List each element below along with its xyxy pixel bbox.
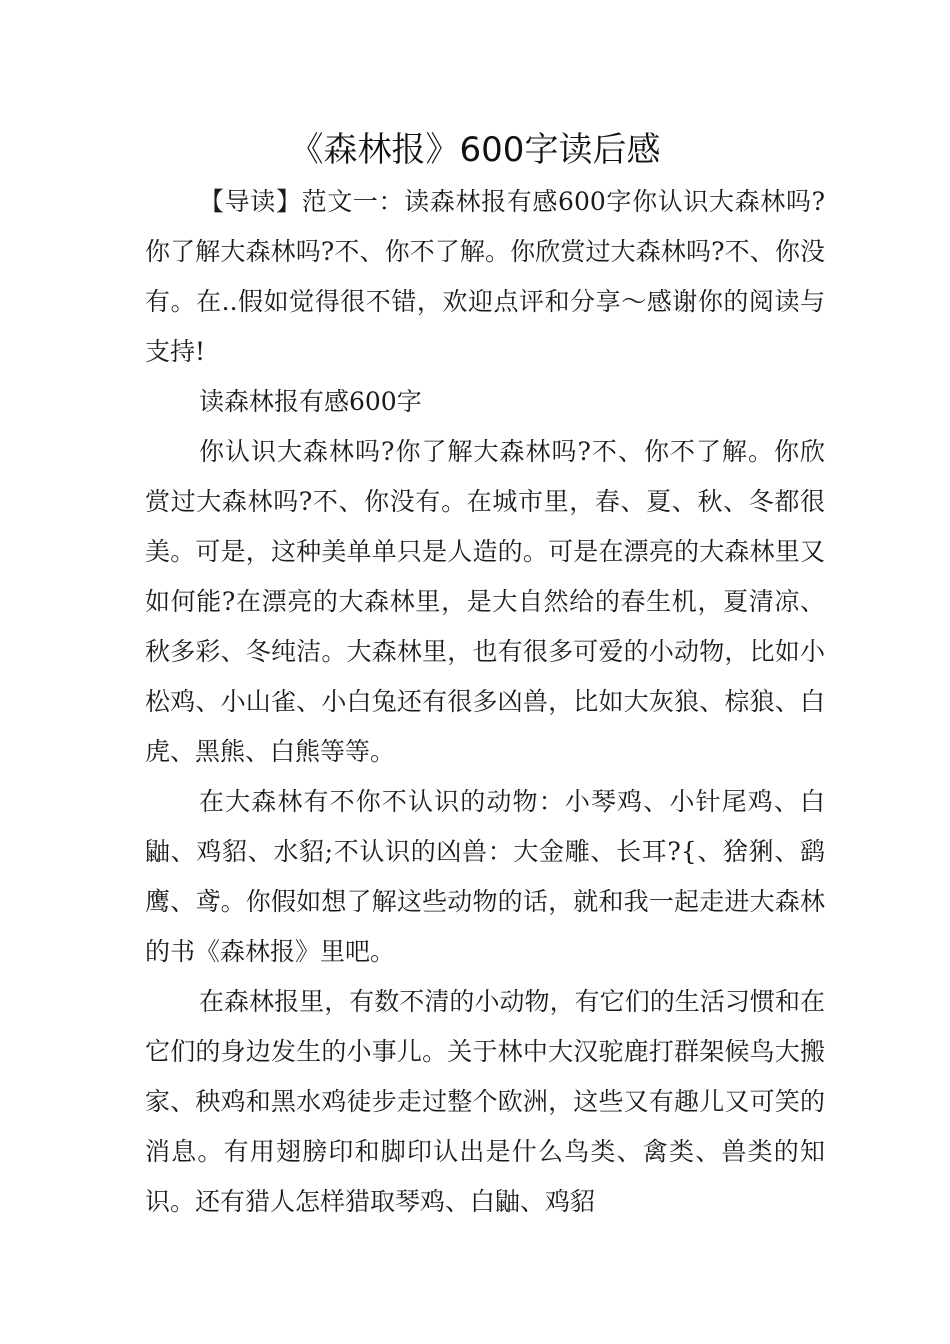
body-paragraph-3: 在森林报里，有数不清的小动物，有它们的生活习惯和在它们的身边发生的小事儿。关于林中大汉驼鹿打群架候鸟大搬家、秧鸡和黑水鸡徒步走过整个欧洲，这些又有趣儿又可笑的消息。有用翅膀印和脚印认出是什么鸟类、禽类、兽类的知识。还有猎人怎样猎取琴鸡、白鼬、鸡貂 xyxy=(145,987,825,1216)
intro-paragraph: 【导读】范文一：读森林报有感600字你认识大森林吗?你了解大森林吗?不、你不了解。你欣赏过大森林吗?不、你没有。在..假如觉得很不错，欢迎点评和分享～感谢你的阅读与支持! xyxy=(145,187,825,366)
body-paragraph-1: 你认识大森林吗?你了解大森林吗?不、你不了解。你欣赏过大森林吗?不、你没有。在城市里，春、夏、秋、冬都很美。可是，这种美单单只是人造的。可是在漂亮的大森林里又如何能?在漂亮的大森林里，是大自然给的春生机，夏清凉、秋多彩、冬纯洁。大森林里，也有很多可爱的小动物，比如小松鸡、小山雀、小白兔还有很多凶兽，比如大灰狼、棕狼、白虎、黑熊、白熊等等。 xyxy=(145,437,825,766)
essay-subtitle: 读森林报有感600字 xyxy=(199,387,422,416)
body-paragraph-2: 在大森林有不你不认识的动物：小琴鸡、小针尾鸡、白鼬、鸡貂、水貂;不认识的凶兽：大金雕、长耳?{、猞猁、鹞鹰、鸢。你假如想了解这些动物的话，就和我一起走进大森林的书《森林报》里吧。 xyxy=(145,787,825,966)
page-title: 《森林报》600字读后感 xyxy=(289,130,661,170)
document-body xyxy=(145,177,825,1227)
